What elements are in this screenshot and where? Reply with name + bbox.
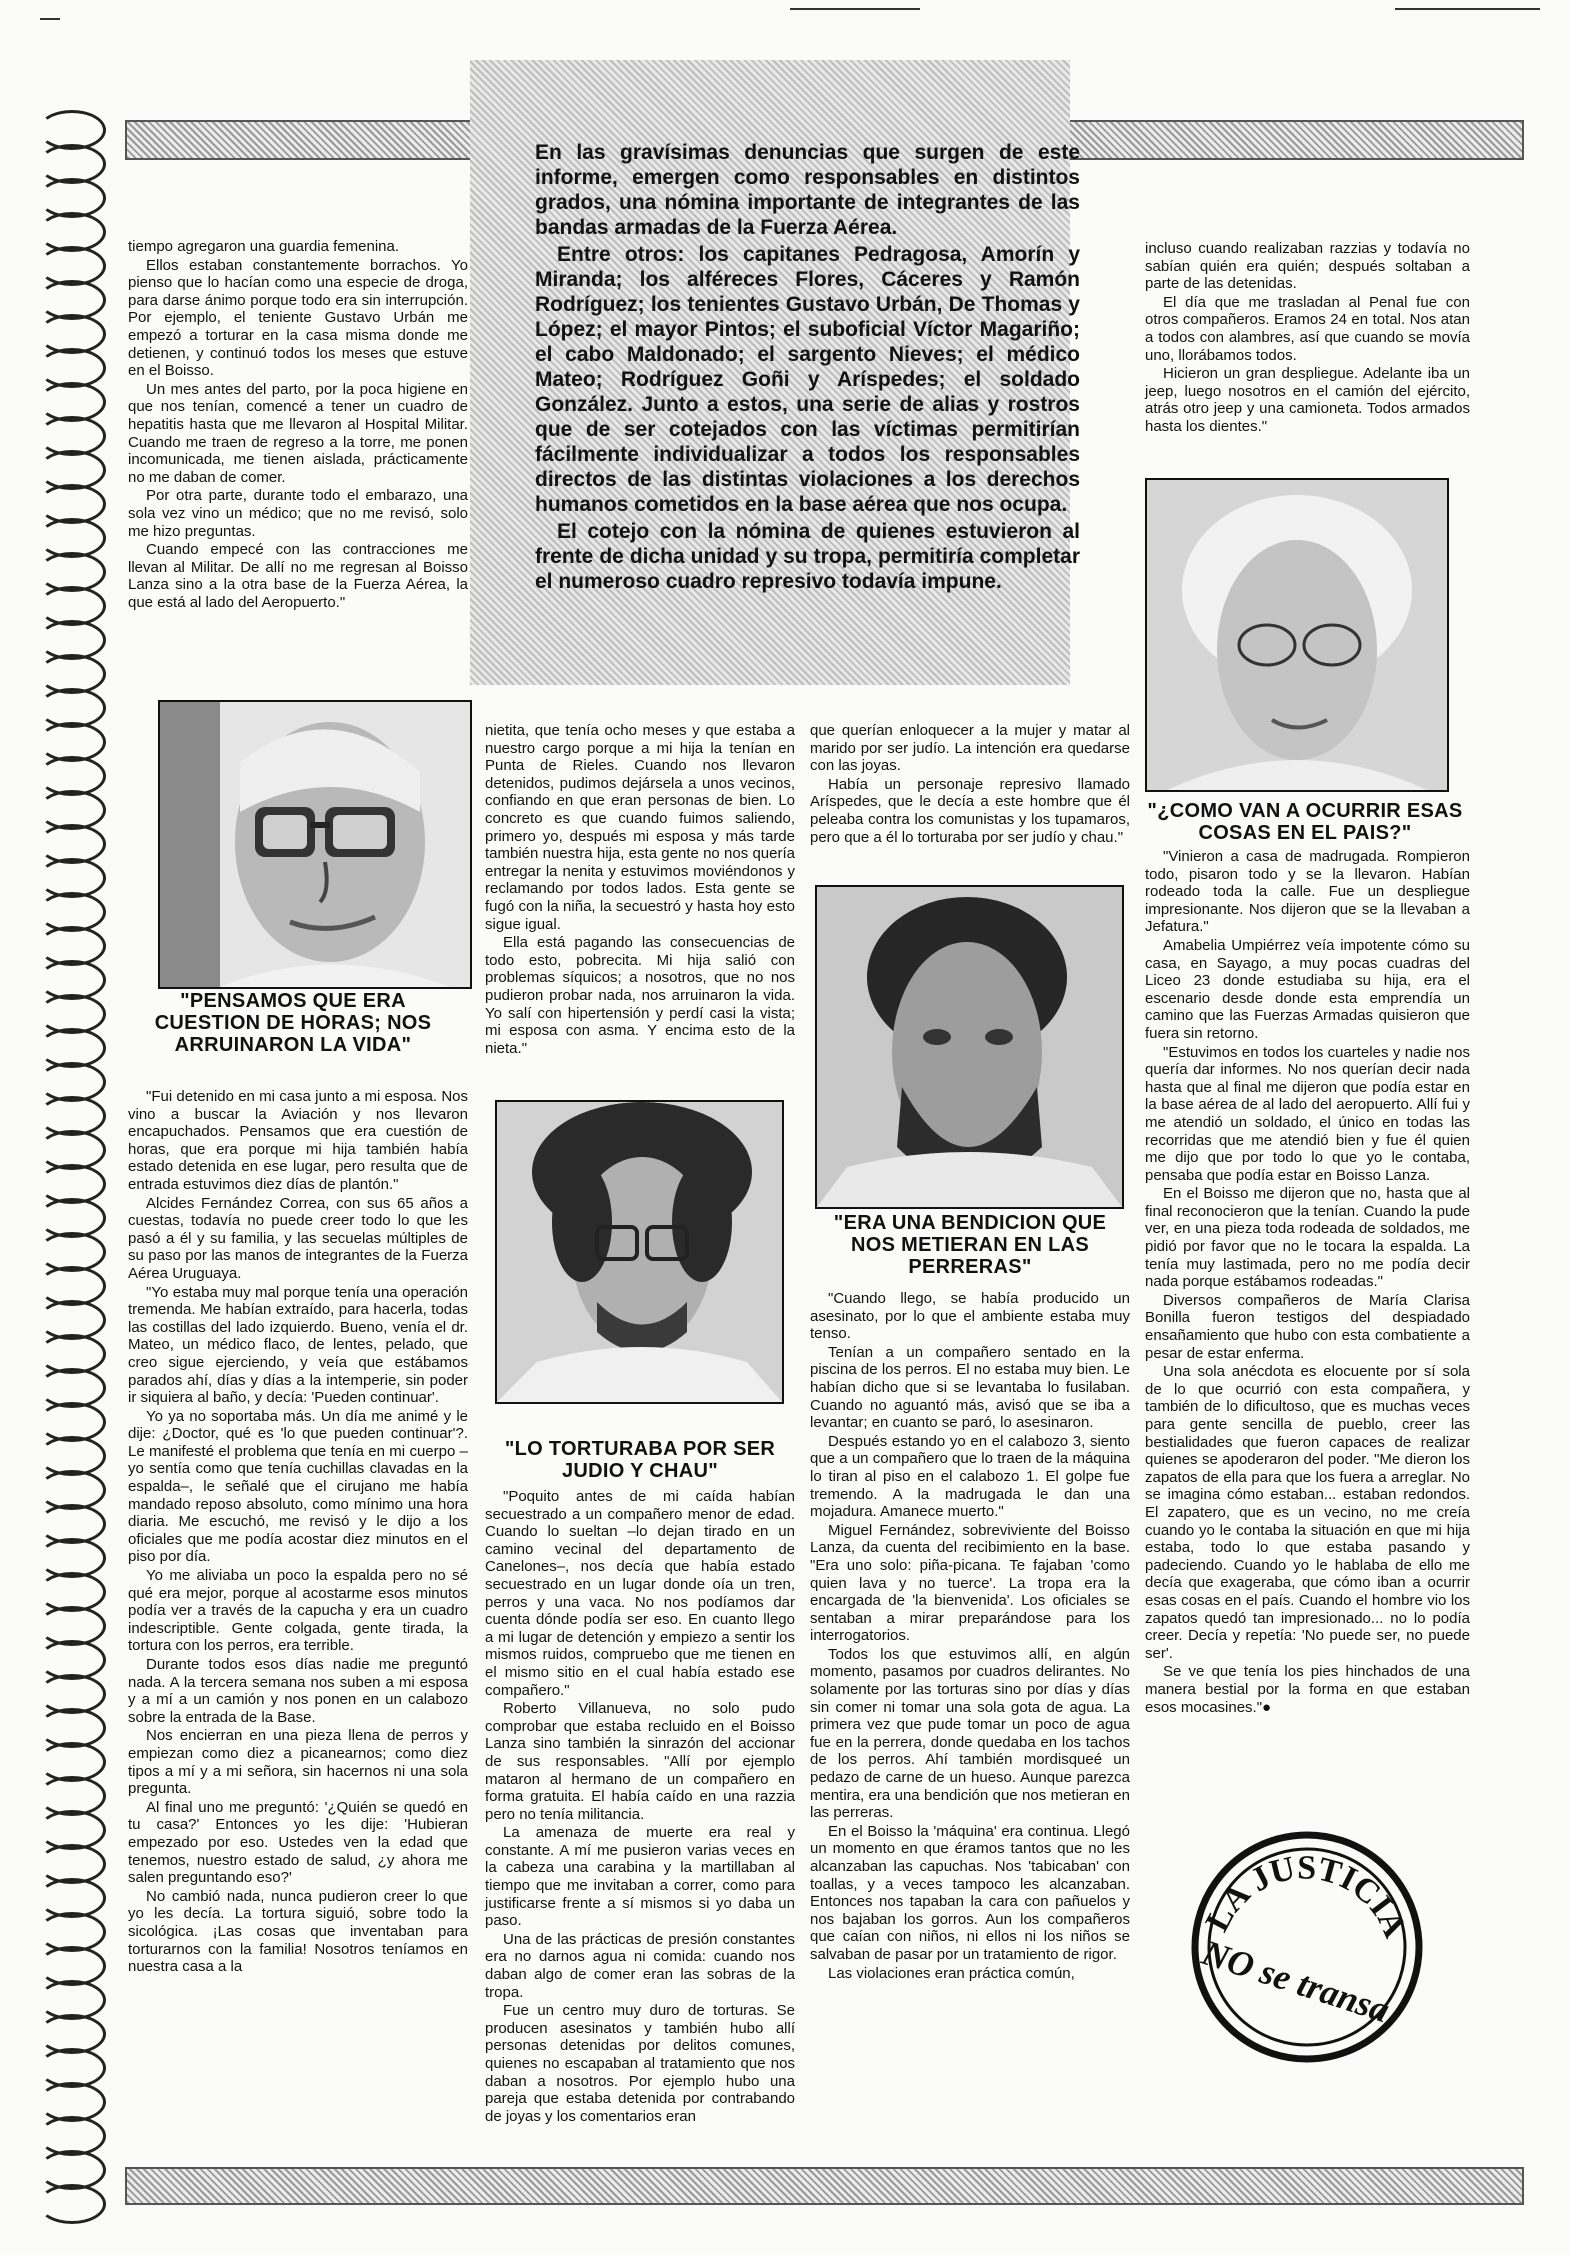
text-paragraph: Había un personaje represivo llamado Aríspedes, que le decía a este hombre que él peleaba contra los comunistas y los tupamaros, pero que a él lo torturaba por ser judío y chau." <box>810 775 1130 846</box>
text-paragraph: Al final uno me preguntó: '¿Quién se quedó en tu casa?' Entonces yo les dije: 'Hubieran empezado por eso. Ustedes ven la edad que tenemos, nuestro estado de salud, ¿y ahora me salen preguntando eso?' <box>128 1798 468 1887</box>
portrait-image <box>497 1102 782 1402</box>
portrait-image <box>817 887 1122 1207</box>
text-paragraph: Diversos compañeros de María Clarisa Bonilla fueron testigos del despiadado ensañamiento que hubo con esta combatiente a pesar de estar enferma. <box>1145 1291 1470 1362</box>
photo-miguel-fernandez <box>815 885 1124 1209</box>
top-rule-left <box>40 18 60 20</box>
text-paragraph: No cambió nada, nunca pudieron creer lo que yo les decía. La tortura siguió, sobre todo la sicológica. ¡Las cosas que inventaban para torturarnos con la familia! Nosotros teníamos en nuestra casa a la <box>128 1887 468 1976</box>
callout-paragraph: En las gravísimas denuncias que surgen de este informe, emergen como responsables en distintos grados, una nómina importante de integrantes de las bandas armadas de la Fuerza Aérea. <box>535 141 1080 239</box>
text-paragraph: Las violaciones eran práctica común, <box>828 1964 1075 1982</box>
photo-alcides-fernandez <box>158 700 472 989</box>
text-paragraph: Amabelia Umpiérrez veía impotente cómo su casa, en Sayago, a muy pocas cuadras del Liceo 23 donde estudiaba su hija, era el escenario desde donde esta emprendía un camino que las Fuerzas Armadas quisieron que fuera sin retorno. <box>1145 936 1470 1042</box>
text-paragraph: "Estuvimos en todos los cuarteles y nadie nos quería dar informes. No nos querían decir nada hasta que al final me dijeron que podía estar en la base aérea de al lado del aeropuerto. Allí fui y me atendió un soldado, el único en todas las recorridas que me atendió bien y fue él quien me dijo que por todo lo que yo le contaba, pensaba que podía estar en Boisso Lanza. <box>1145 1043 1470 1184</box>
text-paragraph: El día que me trasladan al Penal fue con otros compañeros. Eramos 24 en total. Nos atan a todos con alambres, así que cuando se movía uno, llorábamos todos. <box>1145 293 1470 364</box>
text-paragraph: Miguel Fernández, sobreviviente del Boisso Lanza, da cuenta del recibimiento en la base. "Era uno solo: piña-picana. Te fajaban 'como quien lava y no tuerce'. La tropa era la encargada de 'la bienvenida'. Los oficiales se sentaban a mirar preparándose para los interrogatorios. <box>810 1521 1130 1645</box>
text-paragraph: Después estando yo en el calabozo 3, siento que a un compañero que lo traen de la máquina lo tiran al piso en el calabozo 1. El golpe fue tremendo. A la madrugada le dan una mojadura. Amanece muerto." <box>810 1432 1130 1521</box>
text-paragraph: Cuando empecé con las contracciones me llevan al Militar. De allí no me regresan al Boisso Lanza sino a la otra base de la Fuerza Aérea, la que está al lado del Aeropuerto." <box>128 541 468 611</box>
top-rule-mid <box>790 8 920 10</box>
text-paragraph: Durante todos esos días nadie me preguntó nada. A la tercera semana nos suben a mi esposa y a mí a un camión y nos ponen en un calabozo sobre la entrada de la Base. <box>128 1656 468 1726</box>
text-paragraph: Todos los que estuvimos allí, en algún momento, pasamos por cuadros delirantes. No solamente por las torturas sino por días y días sin comer ni tomar una sola gota de agua. La primera vez que pude tomar un poco de agua fue en la perrera, donde quedaba en los tachos de los perros. Ahí también mordisqueé un pedazo de carne de un hueso. Aunque parezca mentira, era una bendición que nos metieran en las perreras. <box>810 1645 1130 1822</box>
text-paragraph: Un mes antes del parto, por la poca higiene en que nos tenían, comencé a tener un cuadro de hepatitis hasta que me llevaron al Hospital Militar. Cuando me traen de regreso a la torre, me ponen incomunicada, me tienen aislada, prácticamente no me daban de comer. <box>128 380 468 486</box>
callout-paragraph: Entre otros: los capitanes Pedragosa, Amorín y Miranda; los alféreces Flores, Cáceres y Ramón Rodríguez; los tenientes Gustavo Urbán, De Thomas y López; el mayor Pintos; el suboficial Víctor Magariño; el cabo Maldonado; el sargento Nieves; el médico Mateo; Rodríguez Goñi y Aríspedes; el soldado González. Junto a estos, una serie de alias y rostros que de ser cotejados con las víctimas permitirían fácilmente individualizar a todos los responsables directos de las distintas violaciones a los derechos humanos cometidos en la base aérea que nos ocupa. <box>535 243 1080 516</box>
text-paragraph: En el Boisso me dijeron que no, hasta que al final reconocieron que la tenían. Cuando la pude ver, en una pieza toda rodeada de soldados, me pidió por favor que no le tocara la espalda. La tenía muy lastimada, pero no me podía decir nada porque estábamos rodeadas." <box>1145 1185 1470 1291</box>
headline-4: "¿COMO VAN A OCURRIR ESAS COSAS EN EL PAIS?" <box>1147 800 1463 844</box>
headline-1: "PENSAMOS QUE ERA CUESTION DE HORAS; NOS ARRUINARON LA VIDA" <box>154 990 432 1056</box>
text-paragraph: La amenaza de muerte era real y constante. A mí me pusieron varias veces en la cabeza una carabina y la martillaban al tiempo que me invitaban a correr, como para justificarse frente a sí mismos si yo daba un paso. <box>485 1824 795 1930</box>
photo-roberto-villanueva <box>495 1100 784 1404</box>
text-paragraph: En el Boisso la 'máquina' era continua. Llegó un momento en que éramos tantos que no les alcanzaban las capuchas. Nos 'tabicaban' con toallas, y a veces tampoco les alcanzaban. Entonces nos tapaban la cara con pañuelos y nos bajaban los gorros. Aun los compañeros que caían con niños, ni ellos ni los niños se salvaban de pasar por un tratamiento de rigor. <box>810 1822 1130 1963</box>
portrait-image <box>1147 480 1447 790</box>
stamp-top-text: LA JUSTICIA <box>1198 1849 1414 1944</box>
text-paragraph: Una de las prácticas de presión constantes era no darnos agua ni comida: cuando nos daban algo de comer eran las sobras de la tropa. <box>485 1930 795 2001</box>
text-paragraph: Hicieron un gran despliegue. Adelante iba un jeep, luego nosotros en el camión del ejército, atrás otro jeep y una camioneta. Todos armados hasta los dientes." <box>1145 365 1470 435</box>
text-paragraph: Nos encierran en una pieza llena de perros y empiezan como diez a picanearnos; como diez tipos a mí y a mi señora, sin hacernos ni una sola pregunta. <box>128 1727 468 1798</box>
text-paragraph: Fue un centro muy duro de torturas. Se producen asesinatos y también hubo allí personas detenidas por delitos comunes, quienes no escapaban al tratamiento que nos daban a nosotros. Por ejemplo hubo una pareja que estaba detenida por contrabando de joyas y los comentarios eran <box>485 2002 795 2125</box>
text-paragraph: Ellos estaban constantemente borrachos. Yo pienso que lo hacían como una especie de droga, para darse ánimo porque todo era sin interrupción. Por ejemplo, el teniente Gustavo Urbán me empezó a torturar en la casa misma donde me detienen, y continuó todos los meses que estuve en el Boisso. <box>128 256 468 380</box>
column-3-bottom <box>810 1290 1130 1983</box>
column-2-bottom <box>485 1488 795 2126</box>
top-rule-right <box>1395 8 1540 10</box>
photo-amabelia-umpierrez <box>1145 478 1449 792</box>
callout-paragraph: El cotejo con la nómina de quienes estuvieron al frente de dicha unidad y su tropa, permitiría completar el numeroso cuadro represivo todavía impune. <box>535 520 1080 593</box>
text-paragraph: Alcides Fernández Correa, con sus 65 años a cuestas, todavía no puede creer todo lo que les pasó a él y su familia, y las secuelas múltiples de su paso por las manos de integrantes de la Fuerza Aérea Uruguaya. <box>128 1194 468 1282</box>
text-paragraph: incluso cuando realizaban razzias y todavía no sabían quién era quién; después soltaban a parte de las detenidas. <box>1145 240 1470 293</box>
callout-text <box>535 140 1080 596</box>
text-paragraph: "Fui detenido en mi casa junto a mi esposa. Nos vino a buscar la Aviación y nos llevaron encapuchados. Pensamos que era cuestión de horas, que era porque mi hija también había estado detenida en ese lugar, pero resulta que de entrada estuvimos diez días de plantón." <box>128 1088 468 1193</box>
text-paragraph: que querían enloquecer a la mujer y matar al marido por ser judío. La intención era quedarse con las joyas. <box>810 722 1130 775</box>
spiral-binding <box>30 110 125 2230</box>
text-paragraph: "Poquito antes de mi caída habían secuestrado a un compañero menor de edad. Cuando lo sueltan –lo dejan tirado en un camino vecinal del departamento de Canelones–, nos decía que había estado secuestrado en un lugar donde oía un tren, perros y una vaca. No nos podíamos dar cuenta dónde podía ser eso. En cuanto llego a mi lugar de detención y empiezo a sentir los mismos ruidos, compruebo que me tienen en el mismo sitio en el cual había estado ese compañero." <box>485 1488 795 1699</box>
text-paragraph: "Cuando llego, se había producido un asesinato, por lo que el ambiente estaba muy tenso. <box>810 1290 1130 1343</box>
column-2-top <box>485 722 795 1058</box>
binding-ring <box>38 2184 106 2224</box>
justicia-stamp <box>1185 1825 1430 2070</box>
text-paragraph: "Vinieron a casa de madrugada. Rompieron todo, pisaron todo y se la llevaron. Habían rodeado toda la calle. Fue un despliegue impresionante. Nos dijeron que se la llevaban a Jefatura." <box>1145 848 1470 936</box>
column-3-top <box>810 722 1130 847</box>
text-paragraph: Tenían a un compañero sentado en la piscina de los perros. El no estaba muy bien. Le habían dicho que si se levantaba lo fusilaban. Cuando no aguantó más, avisó que se iba a levantar; en cuanto se paró, lo asesinaron. <box>810 1343 1130 1432</box>
portrait-image <box>160 702 470 987</box>
column-4-top <box>1145 240 1470 437</box>
column-4-bottom <box>1145 848 1470 1717</box>
text-paragraph: Se ve que tenía los pies hinchados de una manera bestial por la forma en que estaban esos mocasines."● <box>1145 1663 1470 1716</box>
text-paragraph: "Yo estaba muy mal porque tenía una operación tremenda. Me habían extraído, para hacerla, todas las costillas del lado izquierdo. Bueno, venía el dr. Mateo, un médico flaco, de lentes, pelado, que creo sigue ejerciendo, y veía que estábamos parados ahí, días y días a la intemperie, sin poder ir siquiera al baño, y decía: 'Pueden continuar'. <box>128 1283 468 1407</box>
headline-3: "ERA UNA BENDICION QUE NOS METIERAN EN LAS PERRERAS" <box>833 1212 1107 1278</box>
text-paragraph: Por otra parte, durante todo el embarazo, una sola vez vino un médico; que no me revisó, solo me hizo preguntas. <box>128 487 468 540</box>
text-paragraph: Una sola anécdota es elocuente por sí sola de lo que ocurrió con esta compañera, y también de lo dificultoso, que es muchas veces para gente sencilla de pueblo, creer las bestialidades que fueron capaces de realizar quienes se apoderaron del poder. "Me dieron los zapatos de ella para que los fuera a arreglar. No se imagina cómo estaban... estaban redondos. El zapatero, que es un vecino, no me creía cuando yo le contaba la situación en que mi hija estaba, todo lo que estaba pasando y padeciendo. Cuando yo le hablaba de ello me decía que exageraba, que cómo iban a ocurrir esas cosas en el país. Cuando el hombre vio los zapatos quedó tan impresionado... no lo podía creer. Decía y repetía: 'No puede ser, no puede ser'. <box>1145 1363 1470 1662</box>
text-paragraph: Roberto Villanueva, no solo pudo comprobar que estaba recluido en el Boisso Lanza sino también la sinrazón del accionar de sus responsables. "Allí por ejemplo mataron al hermano de un compañero en forma gratuita. El había caído en una razzia pero no tenía militancia. <box>485 1700 795 1823</box>
column-1-bottom <box>128 1088 468 1977</box>
text-paragraph: Ella está pagando las consecuencias de todo esto, pobrecita. Mi hija salió con problemas síquicos; a nosotros, que no nos pudieron probar nada, nos arruinaron la vida. Yo salí con hipertensión y perdí casi la vista; mi esposa con asma. Y encima esto de la nieta." <box>485 934 795 1057</box>
text-paragraph: Yo me aliviaba un poco la espalda pero no sé qué era mejor, porque al acostarme esos minutos podía ver a través de la capucha y era un cuadro indescriptible. Gente colgada, gente tirada, la tortura con los perros, era terrible. <box>128 1567 468 1655</box>
text-paragraph: Yo ya no soportaba más. Un día me animé y le dije: ¿Doctor, qué es 'lo que pueden continuar'?. Le manifesté el problema que tenía en mi cuerpo –yo sentía como que tenía cuchillas clavadas en la espalda–, le señalé que el cirujano me había mandado reposo absoluto, como mínimo una hora diaria. Me escuchó, me revisó y le dijo a los oficiales que me podía acostar diez minutos en el piso por día. <box>128 1407 468 1566</box>
column-1-top <box>128 238 468 612</box>
stamp-bottom-text: NO se transa <box>1197 1932 1395 2031</box>
bottom-hatched-bar <box>125 2167 1524 2205</box>
text-paragraph: tiempo agregaron una guardia femenina. <box>128 238 400 255</box>
headline-2: "LO TORTURABA POR SER JUDIO Y CHAU" <box>504 1438 776 1482</box>
text-paragraph: nietita, que tenía ocho meses y que estaba a nuestro cargo porque a mi hija la tenían en Punta de Rieles. Cuando nos llevaron detenidos, pudimos dejársela a unos vecinos, confiando en que eran personas de bien. Lo concreto es que cuando fuimos saliendo, primero yo, después mi esposa y más tarde también nuestra hija, esta gente no nos quería entregar la nenita y estuvimos moviéndonos y reclamando por todos lados. Esta gente se fugó con la niña, la secuestró y hasta hoy esto sigue igual. <box>485 722 795 933</box>
